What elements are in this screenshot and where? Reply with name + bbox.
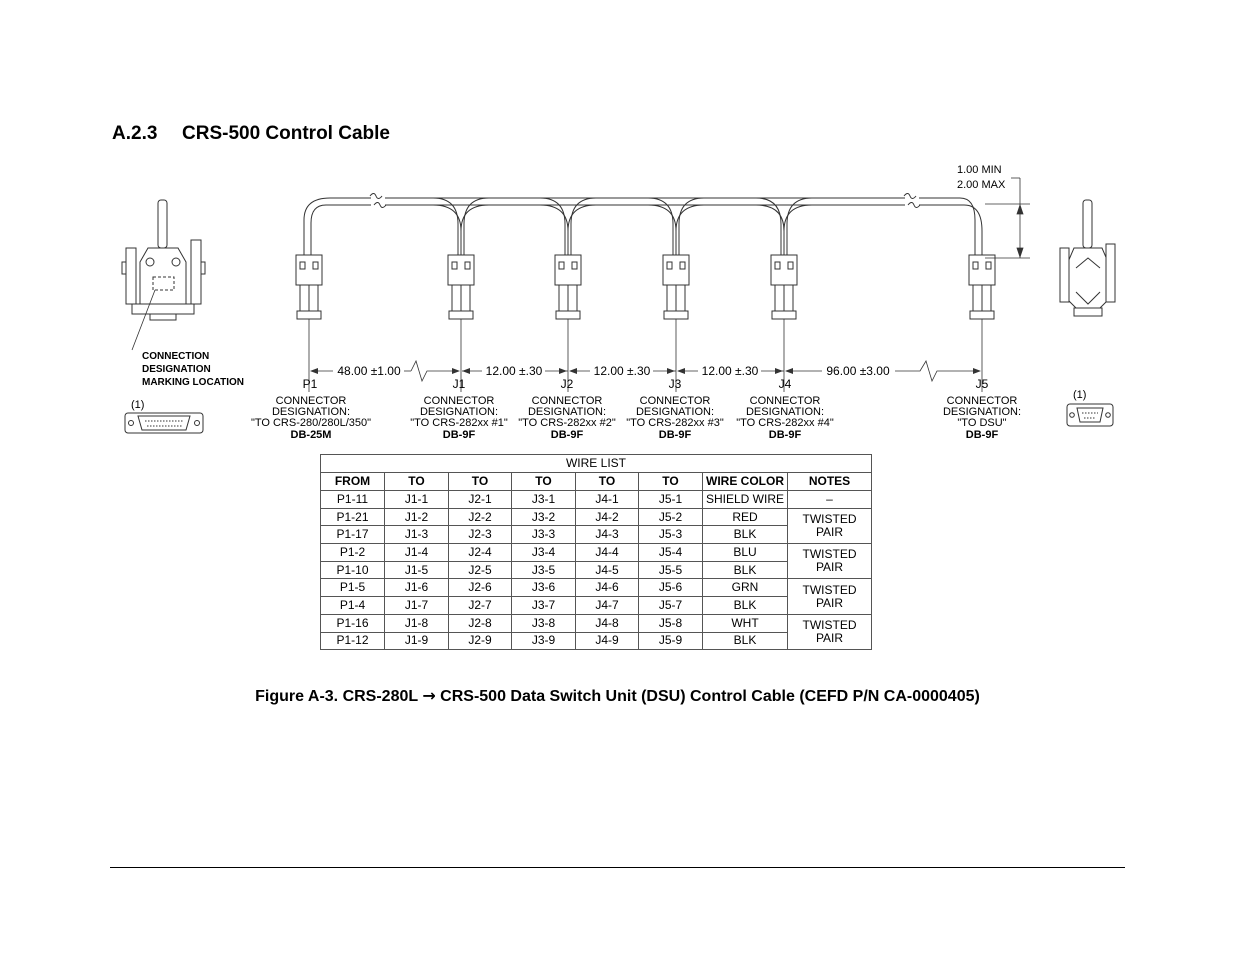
wire-color-cell: WHT <box>703 614 788 632</box>
connector-id: J3 <box>668 377 682 391</box>
from-cell: P1-16 <box>321 614 385 632</box>
arrowhead <box>785 368 793 374</box>
db25-view-ref: (1) <box>131 399 145 411</box>
to-cell: J4-9 <box>576 632 639 650</box>
connector-caption: CONNECTOR <box>749 395 821 407</box>
to-cell: J4-2 <box>576 508 639 526</box>
arrow-icon: → <box>422 686 436 705</box>
connector-caption: CONNECTOR <box>275 395 347 407</box>
to-cell: J2-2 <box>449 508 512 526</box>
notes-cell: TWISTED PAIR <box>788 579 872 614</box>
caption-prefix: Figure A-3. CRS-280L <box>255 688 418 705</box>
wire-color-cell: SHIELD WIRE <box>703 491 788 509</box>
to-cell: J5-4 <box>639 544 703 562</box>
to-cell: J5-3 <box>639 526 703 544</box>
from-cell: P1-12 <box>321 632 385 650</box>
connector-destination: "TO CRS-282xx #1" <box>410 417 508 429</box>
connector-destination: "TO CRS-280/280L/350" <box>250 417 372 429</box>
footer-rule <box>110 867 1125 868</box>
connector-id: J1 <box>452 377 466 391</box>
wire-color-cell: BLK <box>703 632 788 650</box>
to-cell: J4-1 <box>576 491 639 509</box>
notes-cell: – <box>788 491 872 509</box>
column-header-to: TO <box>449 473 512 491</box>
to-cell: J3-5 <box>512 561 576 579</box>
to-cell: J4-7 <box>576 597 639 615</box>
connector-body <box>969 255 995 392</box>
column-header-to: TO <box>512 473 576 491</box>
connector-destination: "TO CRS-282xx #3" <box>626 417 724 429</box>
connector-body <box>663 255 689 392</box>
table-row <box>321 614 872 632</box>
table-row <box>321 491 872 509</box>
connector-type: DB-25M <box>290 429 332 441</box>
marking-note-line-2: DESIGNATION <box>142 364 211 375</box>
connector-caption: DESIGNATION: <box>419 406 499 418</box>
wire-list-title: WIRE LIST <box>321 455 872 473</box>
arrowhead <box>559 368 567 374</box>
to-cell: J2-7 <box>449 597 512 615</box>
from-cell: P1-21 <box>321 508 385 526</box>
to-cell: J3-1 <box>512 491 576 509</box>
caption-text: CRS-500 Data Switch Unit (DSU) Control Cable (CEFD P/N CA-0000405) <box>440 688 980 705</box>
span-label: 12.00 ±.30 <box>485 364 543 378</box>
connector-caption: CONNECTOR <box>531 395 603 407</box>
marking-note-line-1: CONNECTION <box>142 351 210 362</box>
span-label: 48.00 ±1.00 <box>337 364 401 378</box>
arrowhead <box>452 368 460 374</box>
from-cell: P1-2 <box>321 544 385 562</box>
column-header-wire-color: WIRE COLOR <box>703 473 788 491</box>
to-cell: J2-1 <box>449 491 512 509</box>
to-cell: J2-4 <box>449 544 512 562</box>
connector-caption: DESIGNATION: <box>635 406 715 418</box>
notes-cell: TWISTED PAIR <box>788 614 872 649</box>
section-title: CRS-500 Control Cable <box>182 123 390 144</box>
from-cell: P1-17 <box>321 526 385 544</box>
column-header-notes: NOTES <box>788 473 872 491</box>
connector-destination: "TO DSU" <box>957 417 1007 429</box>
to-cell: J4-8 <box>576 614 639 632</box>
connector-id: J4 <box>778 377 792 391</box>
section-number: A.2.3 <box>112 123 158 144</box>
connector-labels <box>251 377 1021 441</box>
to-cell: J1-2 <box>385 508 449 526</box>
connector-type: DB-9F <box>768 429 802 441</box>
notes-cell: TWISTED PAIR <box>788 544 872 579</box>
from-cell: P1-4 <box>321 597 385 615</box>
column-header-to: TO <box>385 473 449 491</box>
connector-id: J5 <box>975 377 989 391</box>
connector-body <box>555 255 581 392</box>
to-cell: J4-6 <box>576 579 639 597</box>
connector-caption: DESIGNATION: <box>942 406 1022 418</box>
marking-note-line-3: MARKING LOCATION <box>142 377 245 388</box>
db25-end-view <box>125 413 203 433</box>
db9-view-ref: (1) <box>1073 389 1087 401</box>
connector-type: DB-9F <box>442 429 476 441</box>
arrowhead <box>973 368 981 374</box>
to-cell: J3-8 <box>512 614 576 632</box>
to-cell: J5-8 <box>639 614 703 632</box>
db9-side-view <box>1060 200 1115 316</box>
cable-bend <box>964 205 982 255</box>
to-cell: J1-6 <box>385 579 449 597</box>
column-header-to: TO <box>639 473 703 491</box>
break-mask <box>371 194 385 208</box>
to-cell: J3-3 <box>512 526 576 544</box>
wire-color-cell: BLK <box>703 526 788 544</box>
connector-destination: "TO CRS-282xx #4" <box>736 417 834 429</box>
to-cell: J3-2 <box>512 508 576 526</box>
from-cell: P1-10 <box>321 561 385 579</box>
to-cell: J5-6 <box>639 579 703 597</box>
connector-caption: DESIGNATION: <box>527 406 607 418</box>
wire-color-cell: BLK <box>703 561 788 579</box>
connector-destination: "TO CRS-282xx #2" <box>518 417 616 429</box>
span-label: 12.00 ±.30 <box>701 364 759 378</box>
connector-body <box>296 255 322 392</box>
connector-caption: DESIGNATION: <box>271 406 351 418</box>
connector-body <box>448 255 474 392</box>
to-cell: J2-5 <box>449 561 512 579</box>
wire-color-cell: BLU <box>703 544 788 562</box>
to-cell: J5-2 <box>639 508 703 526</box>
arrowhead <box>677 368 685 374</box>
to-cell: J5-7 <box>639 597 703 615</box>
connector-caption: CONNECTOR <box>423 395 495 407</box>
column-header-to: TO <box>576 473 639 491</box>
to-cell: J3-6 <box>512 579 576 597</box>
connector-caption: DESIGNATION: <box>745 406 825 418</box>
to-cell: J4-4 <box>576 544 639 562</box>
span-label: 12.00 ±.30 <box>593 364 651 378</box>
table-row <box>321 579 872 597</box>
span-label: 96.00 ±3.00 <box>826 364 890 378</box>
figure-caption <box>0 686 1235 706</box>
connector-id: P1 <box>302 377 318 391</box>
cable-bundle <box>304 194 982 256</box>
from-cell: P1-11 <box>321 491 385 509</box>
to-cell: J2-9 <box>449 632 512 650</box>
to-cell: J1-3 <box>385 526 449 544</box>
to-cell: J5-9 <box>639 632 703 650</box>
connector-id: J2 <box>560 377 574 391</box>
arrowhead <box>667 368 675 374</box>
to-cell: J1-7 <box>385 597 449 615</box>
arrowhead <box>775 368 783 374</box>
to-cell: J4-5 <box>576 561 639 579</box>
break-mask <box>905 194 919 208</box>
cable-drawing <box>0 0 1235 454</box>
from-cell: P1-5 <box>321 579 385 597</box>
to-cell: J3-9 <box>512 632 576 650</box>
connector-type: DB-9F <box>550 429 584 441</box>
wire-color-cell: RED <box>703 508 788 526</box>
dimension-min: 1.00 MIN <box>957 164 1002 176</box>
arrowhead <box>310 368 318 374</box>
to-cell: J2-8 <box>449 614 512 632</box>
cable-bend <box>304 198 330 255</box>
to-cell: J1-4 <box>385 544 449 562</box>
to-cell: J2-6 <box>449 579 512 597</box>
to-cell: J5-5 <box>639 561 703 579</box>
wire-color-cell: GRN <box>703 579 788 597</box>
arrowhead <box>569 368 577 374</box>
arrowhead <box>462 368 470 374</box>
connector-caption: CONNECTOR <box>946 395 1018 407</box>
db25-side-view <box>122 200 205 350</box>
connector-body <box>771 255 797 392</box>
to-cell: J3-7 <box>512 597 576 615</box>
column-header-from: FROM <box>321 473 385 491</box>
connector-type: DB-9F <box>965 429 999 441</box>
to-cell: J1-1 <box>385 491 449 509</box>
to-cell: J1-5 <box>385 561 449 579</box>
table-row <box>321 508 872 526</box>
to-cell: J3-4 <box>512 544 576 562</box>
to-cell: J2-3 <box>449 526 512 544</box>
connector-type: DB-9F <box>658 429 692 441</box>
to-cell: J5-1 <box>639 491 703 509</box>
table-row <box>321 544 872 562</box>
cable-bend <box>311 205 326 255</box>
wire-color-cell: BLK <box>703 597 788 615</box>
db9-end-view <box>1067 404 1113 426</box>
notes-cell: TWISTED PAIR <box>788 508 872 543</box>
to-cell: J1-9 <box>385 632 449 650</box>
wire-list-table <box>320 454 872 650</box>
dimension-max: 2.00 MAX <box>957 179 1006 191</box>
connector-caption: CONNECTOR <box>639 395 711 407</box>
to-cell: J4-3 <box>576 526 639 544</box>
to-cell: J1-8 <box>385 614 449 632</box>
